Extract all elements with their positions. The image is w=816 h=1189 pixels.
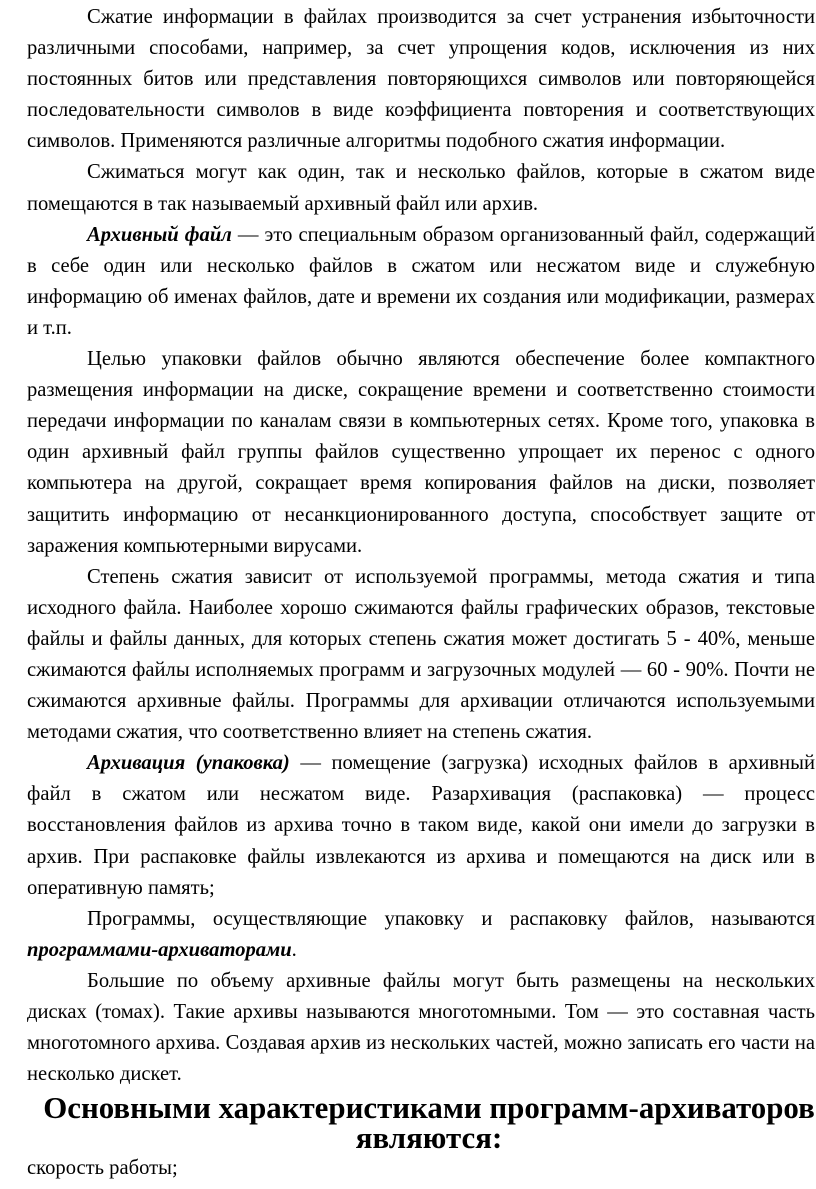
paragraph-compression-ratio: [27, 562, 815, 749]
paragraph-archiving-definition: [27, 748, 815, 903]
list-item: [27, 1153, 815, 1184]
paragraph-packing-purpose: [27, 344, 815, 562]
paragraph-text-after: .: [291, 938, 297, 961]
heading-line-2: являются:: [355, 1120, 503, 1156]
paragraph-text: Программы, осуществляющие упаковку и распаковку файлов, называются: [87, 907, 815, 930]
term-archive-file: Архивный файл: [87, 223, 232, 246]
term-archiving: Архивация (упаковка): [87, 752, 290, 775]
document-page: [27, 2, 815, 1184]
section-heading: [27, 1090, 815, 1156]
paragraph-archive-file-definition: [27, 220, 815, 344]
paragraph-compression-intro: [27, 2, 815, 157]
paragraph-text: Сжатие информации в файлах производится за счет устранения избыточности различными способами, например, за счет упрощения кодов, исключения из них постоянных битов или представления повторяющихся символов или повторяющейся последовательности символов в виде коэффициента повторения и соответствующих символов. Применяются различные алгоритмы подобного сжатия информации.: [27, 6, 815, 153]
paragraph-text: Большие по объему архивные файлы могут быть размещены на нескольких дисках (томах). Такие архивы называются многотомными. Том — это составная часть многотомного архива. Создавая архив из нескольких частей, можно записать его части на несколько дискет.: [27, 969, 815, 1086]
list-item-text: скорость работы;: [27, 1157, 178, 1180]
paragraph-text: — это специальным образом организованный файл, содержащий в себе один или несколько файлов в сжатом или несжатом виде и служебную информацию об именах файлов, дате и времени их создания или модификации, размерах и т.п.: [27, 223, 815, 339]
paragraph-text: Целью упаковки файлов обычно являются обеспечение более компактного размещения информации на диске, сокращение времени и соответственно стоимости передачи информации по каналам связи в компьютерных сетях. Кроме того, упаковка в один архивный файл группы файлов существенно упрощает их перенос с одного компьютера на другой, сокращает время копирования файлов на диски, позволяет защитить информацию от несанкционированного доступа, способствует защите от заражения компьютерными вирусами.: [27, 348, 815, 557]
paragraph-text: Сжиматься могут как один, так и несколько файлов, которые в сжатом виде помещаются в так называемый архивный файл или архив.: [27, 161, 815, 215]
paragraph-archive-intro: [27, 157, 815, 219]
paragraph-text: — помещение (загрузка) исходных файлов в архивный файл в сжатом или несжатом виде. Разархивация (распаковка) — процесс восстановления файлов из архива точно в таком виде, какой они имели до загрузки в архив. При распаковке файлы извлекаются из архива и помещаются на диск или в оперативную память;: [27, 752, 815, 899]
paragraph-text: Степень сжатия зависит от используемой программы, метода сжатия и типа исходного файла. Наиболее хорошо сжимаются файлы графических образов, текстовые файлы и файлы данных, для которых степень сжатия может достигать 5 - 40%, меньше сжимаются файлы исполняемых программ и загрузочных модулей — 60 - 90%. Почти не сжимаются архивные файлы. Программы для архивации отличаются используемыми методами сжатия, что соответственно влияет на степень сжатия.: [27, 565, 815, 744]
paragraph-multivolume-archives: [27, 966, 815, 1090]
heading-line-1: Основными характеристиками программ-архиваторов: [43, 1090, 815, 1126]
term-archiver-programs: программами-архиваторами: [27, 938, 292, 961]
paragraph-archiver-programs: [27, 904, 815, 966]
